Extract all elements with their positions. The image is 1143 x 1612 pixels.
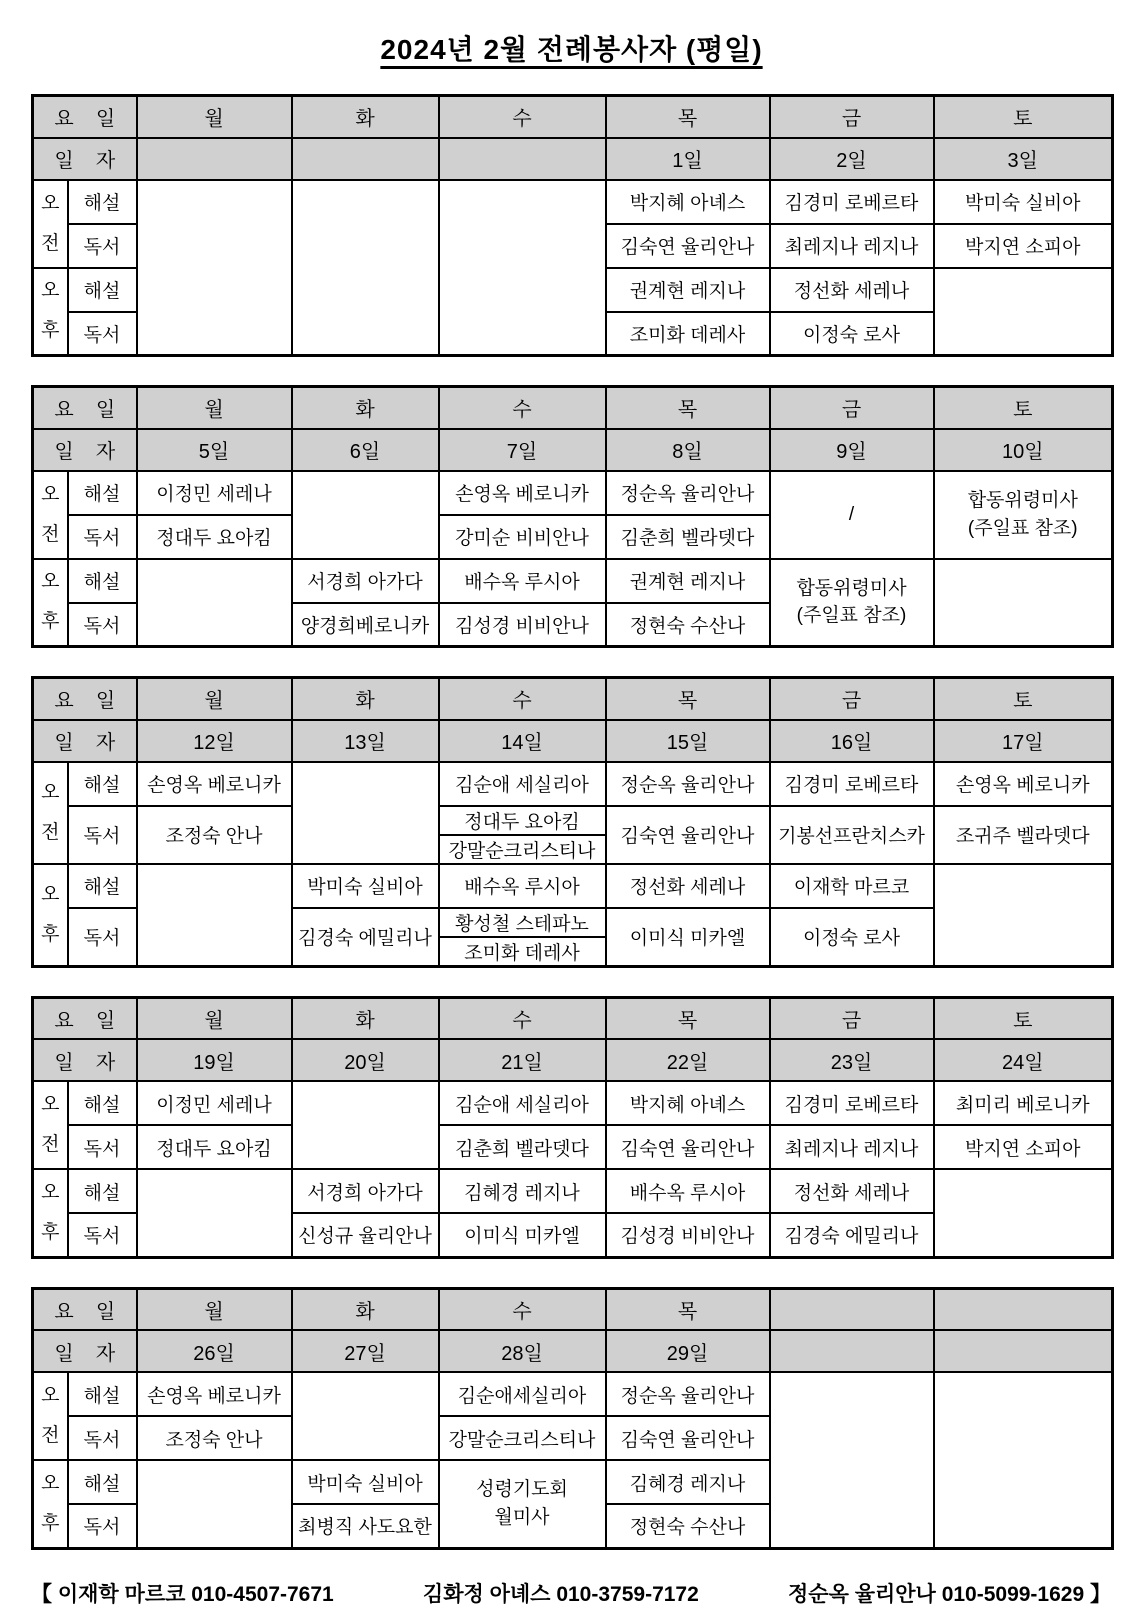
weekday-cell: 수: [439, 1288, 606, 1330]
period-label-afternoon: 오후: [33, 268, 68, 356]
period-label-morning: 오전: [33, 471, 68, 559]
empty-cell: [770, 1372, 934, 1548]
volunteer-cell: 박미숙 실비아: [292, 864, 439, 908]
period-label-afternoon: 오후: [33, 1460, 68, 1548]
contact-name: 이재학 마르코: [57, 1582, 186, 1606]
weekday-cell: 화: [292, 387, 439, 429]
volunteer-cell: 강말순크리스티나: [439, 835, 606, 864]
weekday-header-label: 요 일: [33, 678, 137, 720]
date-cell: 13일: [292, 720, 439, 762]
volunteer-cell: 정대두 요아킴: [439, 806, 606, 835]
empty-cell: [934, 1372, 1113, 1548]
weekday-cell: 월: [137, 387, 292, 429]
schedule-table-week3: [31, 676, 1114, 968]
weekday-cell: 화: [292, 678, 439, 720]
volunteer-cell: 손영옥 베로니카: [439, 471, 606, 515]
empty-cell: [292, 762, 439, 864]
role-label-commentary: 해설: [68, 559, 137, 603]
weekday-cell: 수: [439, 387, 606, 429]
period-label-afternoon: 오후: [33, 1169, 68, 1257]
contact-entry: [423, 1578, 699, 1608]
weekday-cell: 토: [934, 96, 1113, 138]
date-cell: 12일: [137, 720, 292, 762]
volunteer-cell: 이정민 세레나: [137, 1081, 292, 1125]
weekday-cell: 월: [137, 1288, 292, 1330]
weekday-cell: 목: [606, 997, 770, 1039]
volunteer-cell: 김숙연 율리안나: [606, 1125, 770, 1169]
volunteer-cell: 이정숙 로사: [770, 908, 934, 967]
volunteer-cell: 배수옥 루시아: [439, 864, 606, 908]
volunteer-cell: 조귀주 벨라뎃다: [934, 806, 1113, 864]
volunteer-cell: 배수옥 루시아: [606, 1169, 770, 1213]
empty-cell: [137, 1460, 292, 1548]
volunteer-cell: 손영옥 베로니카: [137, 1372, 292, 1416]
date-cell: 24일: [934, 1039, 1113, 1081]
volunteer-cell: 김숙연 율리안나: [606, 224, 770, 268]
volunteer-cell: 최레지나 레지나: [770, 224, 934, 268]
contact-name: 정순옥 율리안나: [788, 1582, 936, 1606]
memo-cell: 합동위령미사 (주일표 참조): [770, 559, 934, 647]
volunteer-cell: 황성철 스테파노: [439, 908, 606, 937]
volunteer-cell: 김경미 로베르타: [770, 180, 934, 224]
date-cell: 16일: [770, 720, 934, 762]
weekday-cell: 화: [292, 997, 439, 1039]
date-cell: 27일: [292, 1330, 439, 1372]
contact-phone: 010-5099-1629: [941, 1582, 1085, 1606]
volunteer-cell: 김춘희 벨라뎃다: [606, 515, 770, 559]
contact-phone: 010-4507-7671: [191, 1582, 334, 1606]
date-cell: 17일: [934, 720, 1113, 762]
date-cell: 2일: [770, 138, 934, 180]
contact-entry: [31, 1578, 334, 1608]
volunteer-cell: 김경숙 에밀리나: [770, 1213, 934, 1257]
memo-cell: /: [770, 471, 934, 559]
period-label-afternoon: 오후: [33, 864, 68, 967]
volunteer-cell: 김순애세실리아: [439, 1372, 606, 1416]
volunteer-cell: 강미순 비비안나: [439, 515, 606, 559]
weekday-cell: 목: [606, 96, 770, 138]
volunteer-cell: 박지연 소피아: [934, 1125, 1113, 1169]
volunteer-cell: 최미리 베로니카: [934, 1081, 1113, 1125]
role-label-commentary: 해설: [68, 471, 137, 515]
role-label-commentary: 해설: [68, 1460, 137, 1504]
role-label-commentary: 해설: [68, 1169, 137, 1213]
volunteer-cell: 김경미 로베르타: [770, 762, 934, 806]
date-cell: 7일: [439, 429, 606, 471]
weekday-cell: 목: [606, 678, 770, 720]
volunteer-cell: 정순옥 율리안나: [606, 1372, 770, 1416]
volunteer-cell: 정선화 세레나: [606, 864, 770, 908]
weekday-header-label: 요 일: [33, 96, 137, 138]
volunteer-cell: 김혜경 레지나: [606, 1460, 770, 1504]
contact-phone: 010-3759-7172: [556, 1582, 699, 1606]
volunteer-cell: 박지연 소피아: [934, 224, 1113, 268]
date-cell: 5일: [137, 429, 292, 471]
role-label-commentary: 해설: [68, 180, 137, 224]
empty-cell: [292, 1372, 439, 1460]
date-cell: 26일: [137, 1330, 292, 1372]
empty-cell: [934, 268, 1113, 356]
empty-cell: [137, 180, 292, 356]
volunteer-cell: 정현숙 수산나: [606, 603, 770, 647]
volunteer-cell: 조미화 데레사: [606, 312, 770, 356]
volunteer-cell: 조정숙 안나: [137, 1416, 292, 1460]
weekday-cell: 목: [606, 1288, 770, 1330]
date-header-label: 일 자: [33, 138, 137, 180]
empty-cell: [137, 559, 292, 647]
memo-cell: 성령기도회 월미사: [439, 1460, 606, 1548]
volunteer-cell: 김순애 세실리아: [439, 1081, 606, 1125]
volunteer-cell: 이미식 미카엘: [606, 908, 770, 967]
date-cell: 22일: [606, 1039, 770, 1081]
volunteer-cell: 기봉선프란치스카: [770, 806, 934, 864]
period-label-morning: 오전: [33, 1372, 68, 1460]
volunteer-cell: 김춘희 벨라뎃다: [439, 1125, 606, 1169]
role-label-reading: 독서: [68, 1504, 137, 1548]
date-cell: 15일: [606, 720, 770, 762]
date-cell: [292, 138, 439, 180]
date-cell: 23일: [770, 1039, 934, 1081]
date-cell: 1일: [606, 138, 770, 180]
date-cell: 6일: [292, 429, 439, 471]
weekday-cell: [934, 1288, 1113, 1330]
weekday-cell: 월: [137, 96, 292, 138]
weekday-cell: 월: [137, 997, 292, 1039]
date-cell: 29일: [606, 1330, 770, 1372]
volunteer-cell: 박미숙 실비아: [934, 180, 1113, 224]
volunteer-cell: 강말순크리스티나: [439, 1416, 606, 1460]
role-label-commentary: 해설: [68, 864, 137, 908]
date-cell: 28일: [439, 1330, 606, 1372]
date-header-label: 일 자: [33, 1039, 137, 1081]
volunteer-cell: 정선화 세레나: [770, 268, 934, 312]
date-header-label: 일 자: [33, 429, 137, 471]
date-cell: 9일: [770, 429, 934, 471]
date-cell: [137, 138, 292, 180]
weekday-cell: 화: [292, 1288, 439, 1330]
volunteer-cell: 정대두 요아킴: [137, 515, 292, 559]
contact-entry: [788, 1578, 1111, 1608]
weekday-header-label: 요 일: [33, 997, 137, 1039]
volunteer-cell: 이정민 세레나: [137, 471, 292, 515]
weekday-cell: 월: [137, 678, 292, 720]
volunteer-cell: 정선화 세레나: [770, 1169, 934, 1213]
role-label-reading: 독서: [68, 224, 137, 268]
volunteer-cell: 최레지나 레지나: [770, 1125, 934, 1169]
volunteer-cell: 최병직 사도요한: [292, 1504, 439, 1548]
empty-cell: [439, 180, 606, 356]
date-cell: 19일: [137, 1039, 292, 1081]
weekday-cell: 화: [292, 96, 439, 138]
date-cell: 10일: [934, 429, 1113, 471]
role-label-commentary: 해설: [68, 1372, 137, 1416]
period-label-afternoon: 오후: [33, 559, 68, 647]
weekday-cell: 금: [770, 96, 934, 138]
volunteer-cell: 권계현 레지나: [606, 268, 770, 312]
weekday-cell: 토: [934, 387, 1113, 429]
weekday-cell: 목: [606, 387, 770, 429]
schedule-table-week1: [31, 94, 1114, 357]
volunteer-cell: 김순애 세실리아: [439, 762, 606, 806]
date-cell: 20일: [292, 1039, 439, 1081]
page-title: 2024년 2월 전례봉사자 (평일): [380, 34, 763, 65]
volunteer-cell: 배수옥 루시아: [439, 559, 606, 603]
period-label-morning: 오전: [33, 762, 68, 864]
weekday-cell: 수: [439, 678, 606, 720]
role-label-commentary: 해설: [68, 1081, 137, 1125]
date-cell: [934, 1330, 1113, 1372]
weekday-cell: 수: [439, 997, 606, 1039]
role-label-reading: 독서: [68, 1125, 137, 1169]
volunteer-cell: 조미화 데레사: [439, 937, 606, 967]
volunteer-cell: 김혜경 레지나: [439, 1169, 606, 1213]
date-header-label: 일 자: [33, 720, 137, 762]
empty-cell: [292, 1081, 439, 1169]
date-cell: [770, 1330, 934, 1372]
volunteer-cell: 김경미 로베르타: [770, 1081, 934, 1125]
weekday-cell: 금: [770, 997, 934, 1039]
weekday-cell: 금: [770, 387, 934, 429]
memo-cell: 합동위령미사 (주일표 참조): [934, 471, 1113, 559]
volunteer-cell: 정순옥 율리안나: [606, 762, 770, 806]
role-label-reading: 독서: [68, 603, 137, 647]
volunteer-cell: 서경희 아가다: [292, 1169, 439, 1213]
schedule-table-week4: [31, 996, 1114, 1259]
period-label-morning: 오전: [33, 1081, 68, 1169]
close-bracket: 】: [1084, 1582, 1111, 1606]
weekday-cell: 토: [934, 678, 1113, 720]
volunteer-cell: 이정숙 로사: [770, 312, 934, 356]
role-label-reading: 독서: [68, 806, 137, 864]
empty-cell: [292, 471, 439, 559]
volunteer-cell: 조정숙 안나: [137, 806, 292, 864]
schedule-table-week2: [31, 385, 1114, 648]
role-label-commentary: 해설: [68, 762, 137, 806]
volunteer-cell: 정현숙 수산나: [606, 1504, 770, 1548]
volunteer-cell: 서경희 아가다: [292, 559, 439, 603]
schedule-table-week5: [31, 1287, 1114, 1550]
volunteer-cell: 김성경 비비안나: [606, 1213, 770, 1257]
volunteer-cell: 이재학 마르코: [770, 864, 934, 908]
volunteer-cell: 손영옥 베로니카: [934, 762, 1113, 806]
role-label-commentary: 해설: [68, 268, 137, 312]
role-label-reading: 독서: [68, 1416, 137, 1460]
empty-cell: [934, 864, 1113, 967]
volunteer-cell: 신성규 율리안나: [292, 1213, 439, 1257]
volunteer-cell: 김숙연 율리안나: [606, 1416, 770, 1460]
weekday-cell: 수: [439, 96, 606, 138]
empty-cell: [137, 1169, 292, 1257]
volunteer-cell: 정대두 요아킴: [137, 1125, 292, 1169]
volunteer-cell: 손영옥 베로니카: [137, 762, 292, 806]
volunteer-cell: 양경희베로니카: [292, 603, 439, 647]
empty-cell: [934, 559, 1113, 647]
contact-footer: [31, 1578, 1111, 1608]
empty-cell: [934, 1169, 1113, 1257]
volunteer-cell: 박지혜 아녜스: [606, 1081, 770, 1125]
weekday-cell: 금: [770, 678, 934, 720]
empty-cell: [292, 180, 439, 356]
date-cell: 21일: [439, 1039, 606, 1081]
role-label-reading: 독서: [68, 1213, 137, 1257]
weekday-header-label: 요 일: [33, 387, 137, 429]
role-label-reading: 독서: [68, 908, 137, 967]
date-cell: 3일: [934, 138, 1113, 180]
weekday-cell: [770, 1288, 934, 1330]
weekday-cell: 토: [934, 997, 1113, 1039]
date-header-label: 일 자: [33, 1330, 137, 1372]
period-label-morning: 오전: [33, 180, 68, 268]
volunteer-cell: 이미식 미카엘: [439, 1213, 606, 1257]
role-label-reading: 독서: [68, 312, 137, 356]
volunteer-cell: 박지혜 아녜스: [606, 180, 770, 224]
volunteer-cell: 김숙연 율리안나: [606, 806, 770, 864]
open-bracket: 【: [31, 1582, 58, 1606]
contact-name: 김화정 아녜스: [422, 1582, 551, 1606]
volunteer-cell: 정순옥 율리안나: [606, 471, 770, 515]
date-cell: 14일: [439, 720, 606, 762]
role-label-reading: 독서: [68, 515, 137, 559]
date-cell: 8일: [606, 429, 770, 471]
empty-cell: [137, 864, 292, 967]
volunteer-cell: 박미숙 실비아: [292, 1460, 439, 1504]
date-cell: [439, 138, 606, 180]
volunteer-cell: 김경숙 에밀리나: [292, 908, 439, 967]
weekday-header-label: 요 일: [33, 1288, 137, 1330]
volunteer-cell: 권계현 레지나: [606, 559, 770, 603]
volunteer-cell: 김성경 비비안나: [439, 603, 606, 647]
